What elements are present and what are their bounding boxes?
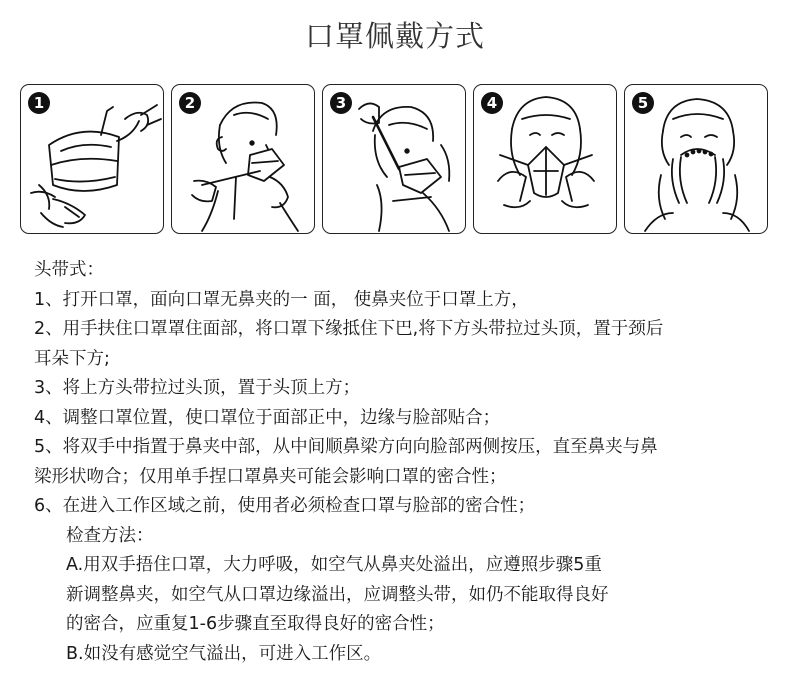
check-line: 的密合，应重复1-6步骤直至取得良好的密合性； bbox=[66, 614, 445, 634]
instructions-heading: 头带式： bbox=[34, 260, 104, 280]
instruction-line: 5、将双手中指置于鼻夹中部，从中间顺鼻梁方向向脸部两侧按压，直至鼻夹与鼻 bbox=[34, 437, 658, 457]
check-line: A.用双手捂住口罩，大力呼吸，如空气从鼻夹处溢出，应遵照步骤5重 bbox=[66, 555, 602, 575]
step-badge-4: 4 bbox=[481, 92, 503, 114]
step-badge-3: 3 bbox=[330, 92, 352, 114]
page-title: 口罩佩戴方式 bbox=[304, 19, 485, 53]
step-panel-2 bbox=[171, 84, 315, 234]
step-badge-1: 1 bbox=[28, 92, 50, 114]
step-panel-1 bbox=[20, 84, 164, 234]
check-heading: 检查方法： bbox=[66, 525, 154, 546]
instruction-line: 2、用手扶住口罩罩住面部，将口罩下缘抵住下巴,将下方头带拉过头顶，置于颈后 bbox=[34, 319, 664, 339]
instruction-line: 3、将上方头带拉过头顶，置于头顶上方； bbox=[34, 378, 361, 398]
check-line: B.如没有感觉空气溢出，可进入工作区。 bbox=[66, 643, 382, 664]
instruction-line: 6、在进入工作区域之前，使用者必须检查口罩与脸部的密合性； bbox=[34, 496, 536, 516]
step-panel-5 bbox=[624, 84, 768, 234]
instruction-line: 1、打开口罩，面向口罩无鼻夹的一 面， 使鼻夹位于口罩上方， bbox=[34, 289, 529, 310]
step-badge-2: 2 bbox=[179, 92, 201, 114]
step-panel-3 bbox=[322, 84, 466, 234]
instruction-line: 梁形状吻合；仅用单手捏口罩鼻夹可能会影响口罩的密合性； bbox=[34, 466, 507, 487]
instruction-line: 4、调整口罩位置，使口罩位于面部正中，边缘与脸部贴合； bbox=[34, 407, 501, 428]
step-badge-5: 5 bbox=[632, 92, 654, 114]
step-illustrations bbox=[20, 84, 770, 236]
instructions-section bbox=[34, 256, 774, 669]
step-panel-4 bbox=[473, 84, 617, 234]
instruction-line: 耳朵下方; bbox=[34, 348, 110, 369]
check-line: 新调整鼻夹，如空气从口罩边缘溢出，应调整头带，如仍不能取得良好 bbox=[66, 584, 609, 605]
